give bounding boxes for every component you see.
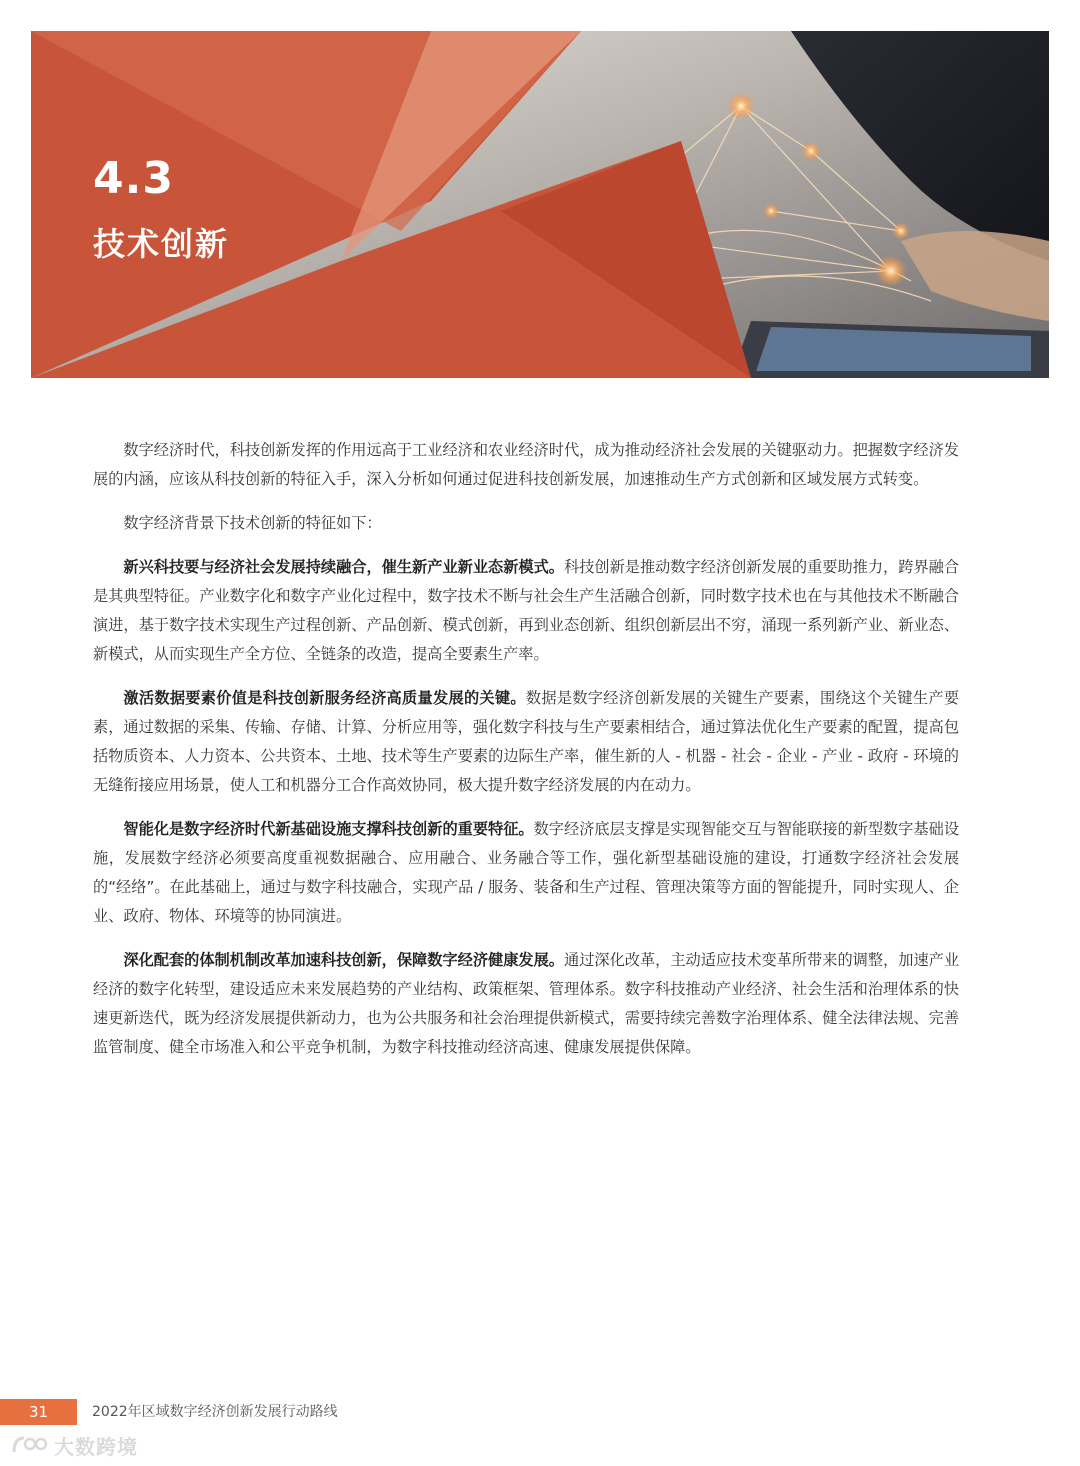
paragraph-feature-2 (93, 684, 959, 800)
section-title: 技术创新 (93, 225, 230, 263)
paragraph-feature-1 (93, 553, 959, 669)
feature-3-text: 数字经济底层支撑是实现智能交互与智能联接的新型数字基础设施，发展数字经济必须要高度重视数据融合、应用融合、业务融合等工作，强化新型基础设施的建设，打通数字经济社会发展的“经络”。在此基础上，通过与数字科技融合，实现产品 / 服务、装备和生产过程、管理决策等方面的智能提升，同时实现人、企业、政府、物体、环境等的协同演进。 (93, 820, 960, 925)
feature-1-text: 科技创新是推动数字经济创新发展的重要助推力，跨界融合是其典型特征。产业数字化和数字产业化过程中，数字技术不断与社会生产生活融合创新，同时数字技术也在与其他技术不断融合演进，基于数字技术实现生产过程创新、产品创新、模式创新，再到业态创新、组织创新层出不穷，涌现一系列新产业、新业态、新模式，从而实现生产全方位、全链条的改造，提高全要素生产率。 (93, 558, 960, 663)
feature-2-text: 数据是数字经济创新发展的关键生产要素，围绕这个关键生产要素，通过数据的采集、传输、存储、计算、分析应用等，强化数字科技与生产要素相结合，通过算法优化生产要素的配置，提高包括物质资本、人力资本、公共资本、土地、技术等生产要素的边际生产率，催生新的人 - 机器 - 社会 - 企业 - 产业 - 政府 - 环境的无缝衔接应用场景，使人工和机器分工合作高效协同，极大提升数字经济发展的内在动力。 (93, 689, 960, 794)
watermark (10, 1430, 138, 1460)
feature-3-heading: 智能化是数字经济时代新基础设施支撑科技创新的重要特征。 (123, 820, 534, 838)
banner-graphic (31, 31, 1049, 378)
feature-4-heading: 深化配套的体制机制改革加速科技创新，保障数字经济健康发展。 (123, 951, 564, 969)
watermark-logo-icon (10, 1432, 50, 1458)
feature-2-heading: 激活数据要素价值是科技创新服务经济高质量发展的关键。 (123, 689, 526, 707)
paragraph-feature-3 (93, 815, 959, 931)
article-body (93, 436, 959, 1077)
feature-1-heading: 新兴科技要与经济社会发展持续融合，催生新产业新业态新模式。 (123, 558, 564, 576)
paragraph-features-lead: 数字经济背景下技术创新的特征如下： (123, 514, 382, 532)
header-banner (31, 31, 1049, 378)
section-number: 4.3 (93, 153, 174, 204)
feature-4-text: 通过深化改革，主动适应技术变革所带来的调整，加速产业经济的数字化转型，建设适应未来发展趋势的产业结构、政策框架、管理体系。数字科技推动产业经济、社会生活和治理体系的快速更新迭代，既为经济发展提供新动力，也为公共服务和社会治理提供新模式，需要持续完善数字治理体系、健全法律法规、完善监管制度、健全市场准入和公平竞争机制，为数字科技推动经济高速、健康发展提供保障。 (93, 951, 960, 1056)
page-number: 31 (28, 1403, 49, 1421)
paragraph-intro: 数字经济时代，科技创新发挥的作用远高于工业经济和农业经济时代，成为推动经济社会发展的关键驱动力。把握数字经济发展的内涵，应该从科技创新的特征入手，深入分析如何通过促进科技创新发展，加速推动生产方式创新和区域发展方式转变。 (93, 441, 959, 488)
paragraph-feature-4 (93, 946, 959, 1062)
footer-doc-title: 2022年区域数字经济创新发展行动路线 (92, 1404, 338, 1420)
watermark-text: 大数跨境 (54, 1434, 138, 1459)
